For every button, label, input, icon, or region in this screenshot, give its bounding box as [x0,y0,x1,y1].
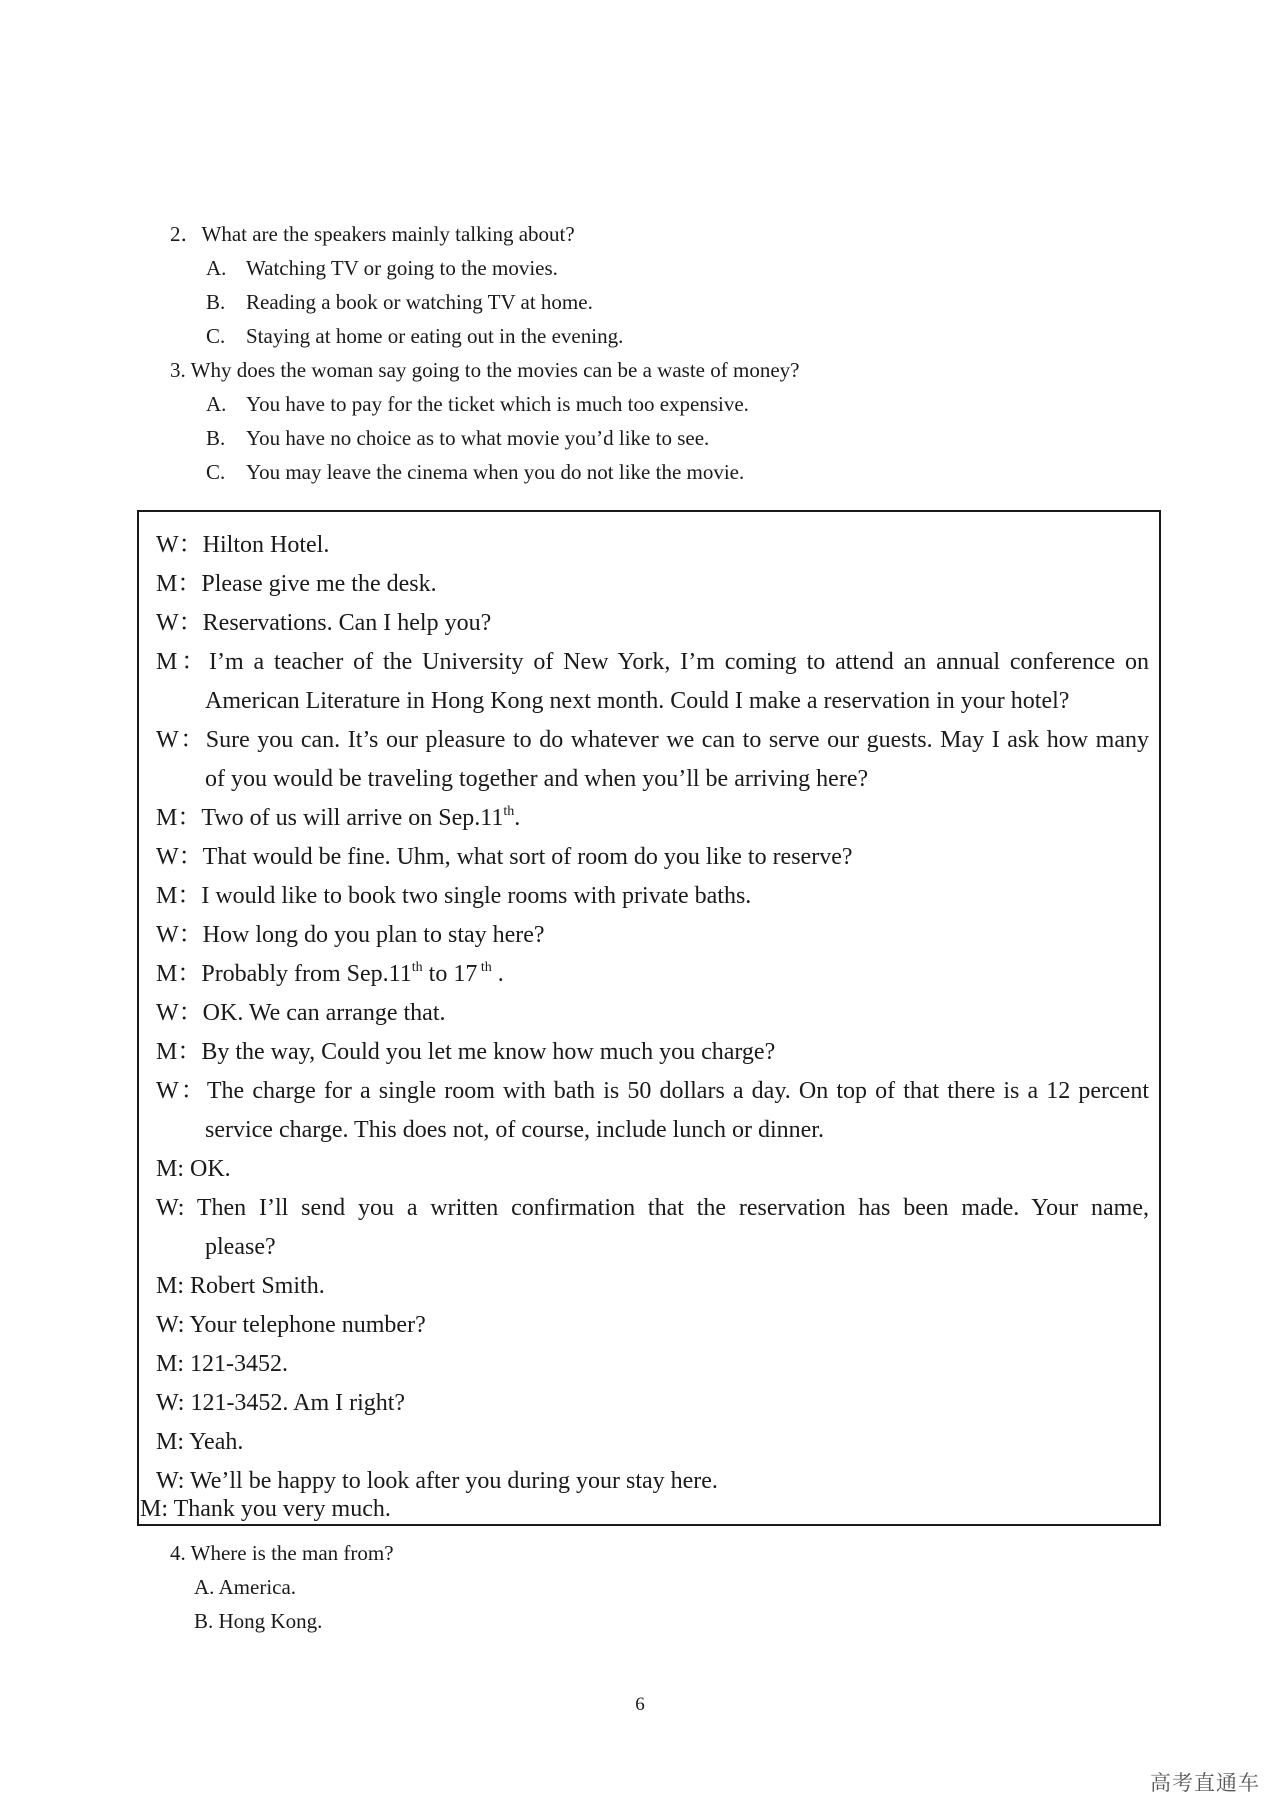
dialogue-line: W: We’ll be happy to look after you during your stay here. [156,1468,718,1494]
question-3-stem: 3. Why does the woman say going to the movies can be a waste of money? [170,358,800,382]
dialogue-line: M: Yeah. [156,1429,244,1455]
dialogue-line: M：By the way, Could you let me know how much you charge? [156,1039,776,1065]
dialogue-line: W：OK. We can arrange that. [156,1000,446,1026]
dialogue-line: M：Probably from Sep.11th to 17 $^{th}$ . [156,960,504,987]
question-2-stem: 2．What are the speakers mainly talking about? [170,222,575,246]
question-4-option-a: A. America. [194,1575,297,1599]
dialogue-line: M：Please give me the desk. [156,571,437,597]
dialogue-line: W: Then I’ll send you a written confirmation that the reservation has been made. Your name, [156,1195,1149,1221]
dialogue-line: W：Reservations. Can I help you? [156,610,492,636]
dialogue-line: W：That would be fine. Uhm, what sort of room do you like to reserve? [156,844,853,870]
ordinal-suffix: th [411,960,423,975]
question-2-option-a: A. Watching TV or going to the movies. [206,256,558,280]
question-4-option-b: B. Hong Kong. [194,1609,323,1633]
dialogue-line: W：Hilton Hotel. [156,532,330,558]
ordinal-suffix: th [503,804,515,819]
dialogue-line: W: Your telephone number? [156,1312,426,1338]
dialogue-line: W：The charge for a single room with bath is 50 dollars a day. On top of that there is a 12 percent [156,1078,1149,1104]
question-2-option-c: C. Staying at home or eating out in the evening. [206,324,624,348]
page-number: 6 [635,1694,645,1715]
dialogue-line: M: OK. [156,1156,231,1182]
question-2-option-b: B. Reading a book or watching TV at home. [206,290,593,314]
dialogue-transcript-box [137,510,1161,1526]
dialogue-line: M：I would like to book two single rooms with private baths. [156,883,752,909]
dialogue-line-continuation: of you would be traveling together and when you’ll be arriving here? [205,766,869,792]
dialogue-line: M: Thank you very much. [140,1496,391,1522]
question-4-stem: 4. Where is the man from? [170,1541,394,1565]
ordinal-suffix: th [477,960,492,975]
question-3-option-c: C. You may leave the cinema when you do not like the movie. [206,460,745,484]
dialogue-line: W：Sure you can. It’s our pleasure to do whatever we can to serve our guests. May I ask how many [156,727,1150,753]
question-3-option-b: B. You have no choice as to what movie you’d like to see. [206,426,710,450]
question-3-option-a: A. You have to pay for the ticket which is much too expensive. [206,392,749,416]
dialogue-line-continuation: please? [205,1234,276,1260]
watermark: 高考直通车 [1150,1771,1260,1795]
dialogue-line: M: 121-3452. [156,1351,289,1377]
dialogue-line-continuation: American Literature in Hong Kong next month. Could I make a reservation in your hotel? [205,688,1070,714]
dialogue-line: M：I’m a teacher of the University of New York, I’m coming to attend an annual conference on [156,649,1149,675]
dialogue-line-continuation: service charge. This does not, of course, include lunch or dinner. [205,1117,824,1143]
dialogue-line: M: Robert Smith. [156,1273,325,1299]
dialogue-line: M：Two of us will arrive on Sep.11th. [156,804,521,831]
dialogue-line: W: 121-3452. Am I right? [156,1390,406,1416]
dialogue-line: W：How long do you plan to stay here? [156,922,545,948]
